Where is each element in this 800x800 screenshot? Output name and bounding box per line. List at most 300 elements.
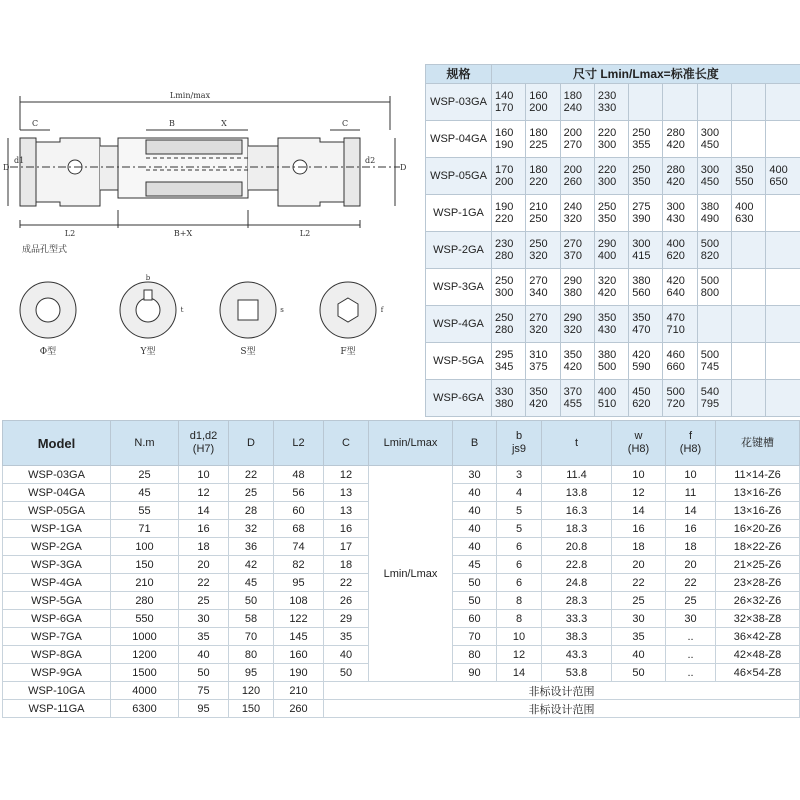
length-min: 500 <box>700 238 720 250</box>
spec-cell: 16 <box>324 520 369 538</box>
length-cell <box>560 380 594 417</box>
length-min: 370 <box>563 386 582 398</box>
length-cell <box>697 380 731 417</box>
length-table-row <box>426 232 800 269</box>
length-cell <box>594 158 628 195</box>
round-bore-icon <box>20 282 76 338</box>
spec-cell: 11.4 <box>542 466 612 484</box>
length-max: 240 <box>563 102 582 114</box>
length-model: WSP-4GA <box>426 306 492 343</box>
spec-cell: 32 <box>229 520 274 538</box>
spec-cell: WSP-04GA <box>3 484 111 502</box>
bore-label-square: S型 <box>240 347 256 357</box>
spec-cell: 150 <box>111 556 179 574</box>
spec-cell: 20.8 <box>542 538 612 556</box>
length-min: 180 <box>529 127 548 139</box>
length-cell <box>732 158 766 195</box>
spec-cell: 26×32-Z6 <box>716 592 800 610</box>
spec-cell: 32×38-Z8 <box>716 610 800 628</box>
spec-cell: 12 <box>179 484 229 502</box>
length-min: 400 <box>666 238 685 250</box>
length-min: 450 <box>632 386 651 398</box>
spec-cell: 68 <box>274 520 324 538</box>
spec-cell: 16×20-Z6 <box>716 520 800 538</box>
length-max: 650 <box>769 176 788 188</box>
length-max: 660 <box>666 361 685 373</box>
length-max: 350 <box>632 176 651 188</box>
spec-cell: 95 <box>274 574 324 592</box>
length-min: 250 <box>632 164 651 176</box>
length-cell <box>663 269 697 306</box>
length-min: 470 <box>666 312 685 324</box>
length-min: 180 <box>529 164 548 176</box>
length-max: 820 <box>700 250 720 262</box>
spec-cell: 18 <box>612 538 666 556</box>
spec-cell: 82 <box>274 556 324 574</box>
dim-c-left: C <box>31 119 39 128</box>
length-table-row <box>426 380 800 417</box>
length-max: 455 <box>563 398 582 410</box>
spec-cell: 14 <box>497 664 542 682</box>
length-cell <box>629 269 663 306</box>
length-cell <box>663 232 697 269</box>
length-max: 720 <box>666 398 685 410</box>
spec-cell: 33.3 <box>542 610 612 628</box>
spec-row <box>3 682 800 700</box>
spec-cell: WSP-11GA <box>3 700 111 718</box>
length-max: 320 <box>529 250 548 262</box>
spec-cell: 100 <box>111 538 179 556</box>
length-max: 380 <box>495 398 514 410</box>
length-max: 320 <box>529 324 548 336</box>
spec-cell: 210 <box>274 682 324 700</box>
spec-header: 花键槽 <box>716 421 800 466</box>
spec-header: C <box>324 421 369 466</box>
length-max: 200 <box>495 176 514 188</box>
spec-cell: WSP-9GA <box>3 664 111 682</box>
length-min: 140 <box>495 90 514 102</box>
spec-cell: 48 <box>274 466 324 484</box>
length-model: WSP-6GA <box>426 380 492 417</box>
length-model: WSP-2GA <box>426 232 492 269</box>
spec-cell: 35 <box>179 628 229 646</box>
length-min: 270 <box>563 238 582 250</box>
length-cell <box>629 306 663 343</box>
length-min: 350 <box>597 312 617 324</box>
length-min: 270 <box>529 275 548 287</box>
length-max: 345 <box>495 361 514 373</box>
dim-d-left: D <box>3 163 10 172</box>
square-bore-icon <box>220 282 276 338</box>
length-cell <box>663 158 697 195</box>
length-min: 250 <box>495 275 514 287</box>
length-model: WSP-03GA <box>426 84 492 121</box>
dim-l2-left: L2 <box>64 229 76 238</box>
length-cell <box>766 306 800 343</box>
length-min: 400 <box>769 164 788 176</box>
spec-cell: 14 <box>612 502 666 520</box>
spec-cell: 28.3 <box>542 592 612 610</box>
length-cell <box>697 343 731 380</box>
length-table-row <box>426 84 800 121</box>
non-standard-note: 非标设计范围 <box>324 700 800 718</box>
length-cell <box>663 84 697 121</box>
length-cell <box>766 158 800 195</box>
length-cell <box>766 269 800 306</box>
length-cell <box>766 380 800 417</box>
length-min: 190 <box>495 201 514 213</box>
length-max: 420 <box>597 287 617 299</box>
spec-cell: 42 <box>229 556 274 574</box>
length-max: 415 <box>632 250 651 262</box>
spec-cell: 18 <box>324 556 369 574</box>
spec-header: d1,d2 (H7) <box>179 421 229 466</box>
spec-cell: 75 <box>179 682 229 700</box>
spec-cell: WSP-8GA <box>3 646 111 664</box>
spec-cell: 26 <box>324 592 369 610</box>
length-max: 300 <box>597 176 617 188</box>
spec-cell: 210 <box>111 574 179 592</box>
length-cell <box>663 306 697 343</box>
spec-header: t <box>542 421 612 466</box>
spec-cell: 6 <box>497 556 542 574</box>
length-model: WSP-04GA <box>426 121 492 158</box>
length-cell <box>560 121 594 158</box>
length-max: 220 <box>495 213 514 225</box>
spec-cell: WSP-2GA <box>3 538 111 556</box>
spec-cell: 40 <box>453 484 497 502</box>
length-cell <box>732 380 766 417</box>
spec-cell: 45 <box>453 556 497 574</box>
spec-cell: 18×22-Z6 <box>716 538 800 556</box>
length-cell <box>766 84 800 121</box>
spec-cell: WSP-1GA <box>3 520 111 538</box>
spec-cell: 5 <box>497 520 542 538</box>
spec-cell: 71 <box>111 520 179 538</box>
length-cell <box>560 306 594 343</box>
spec-cell: 3 <box>497 466 542 484</box>
spec-cell: 50 <box>179 664 229 682</box>
length-max: 300 <box>597 139 617 151</box>
spec-cell: 35 <box>612 628 666 646</box>
header-size: 尺寸 Lmin/Lmax=标准长度 <box>492 65 800 84</box>
spec-cell: 12 <box>497 646 542 664</box>
spec-cell: 80 <box>229 646 274 664</box>
spec-cell: 35 <box>324 628 369 646</box>
length-table-row <box>426 158 800 195</box>
spec-cell: .. <box>666 628 716 646</box>
dim-lmin-max: Lmin/max <box>169 91 211 100</box>
spec-cell: 95 <box>179 700 229 718</box>
spec-cell: 50 <box>453 574 497 592</box>
spec-cell: 50 <box>229 592 274 610</box>
length-min: 400 <box>735 201 754 213</box>
length-min: 290 <box>563 312 582 324</box>
length-cell <box>492 232 526 269</box>
spec-cell: 13×16-Z6 <box>716 502 800 520</box>
spec-cell: 25 <box>111 466 179 484</box>
spec-cell: 11×14-Z6 <box>716 466 800 484</box>
length-table-row <box>426 195 800 232</box>
spec-cell: 17 <box>324 538 369 556</box>
length-min: 200 <box>563 127 582 139</box>
spec-cell: 18 <box>666 538 716 556</box>
spec-cell: 36 <box>229 538 274 556</box>
length-max: 170 <box>495 102 514 114</box>
spec-row <box>3 466 800 484</box>
length-model: WSP-5GA <box>426 343 492 380</box>
length-cell <box>697 269 731 306</box>
length-min: 220 <box>597 164 617 176</box>
spec-cell: 42×48-Z8 <box>716 646 800 664</box>
spec-cell: 10 <box>666 466 716 484</box>
length-max: 300 <box>495 287 514 299</box>
length-min: 300 <box>632 238 651 250</box>
length-min: 290 <box>563 275 582 287</box>
length-min: 540 <box>700 386 720 398</box>
length-max: 420 <box>529 398 548 410</box>
length-cell <box>766 343 800 380</box>
spec-cell: 10 <box>497 628 542 646</box>
length-max: 355 <box>632 139 651 151</box>
spec-cell: WSP-10GA <box>3 682 111 700</box>
length-min: 330 <box>495 386 514 398</box>
spec-header: Model <box>3 421 111 466</box>
length-min: 230 <box>597 90 617 102</box>
length-cell <box>594 380 628 417</box>
length-min: 350 <box>632 312 651 324</box>
length-max: 260 <box>563 176 582 188</box>
length-cell <box>697 232 731 269</box>
bore-dim-f: f <box>380 306 384 314</box>
spec-cell: 18.3 <box>542 520 612 538</box>
spec-cell: 30 <box>179 610 229 628</box>
length-min: 300 <box>700 164 720 176</box>
length-cell <box>732 195 766 232</box>
length-cell <box>629 84 663 121</box>
spec-cell: 25 <box>229 484 274 502</box>
length-max: 630 <box>735 213 754 225</box>
dim-bx: B+X <box>173 229 193 238</box>
spec-cell: 45 <box>111 484 179 502</box>
bore-dim-s: s <box>280 306 284 314</box>
length-max: 470 <box>632 324 651 336</box>
spec-cell: 8 <box>497 592 542 610</box>
spec-cell: 16.3 <box>542 502 612 520</box>
spec-cell: 22 <box>612 574 666 592</box>
length-min: 300 <box>700 127 720 139</box>
spec-cell: WSP-4GA <box>3 574 111 592</box>
length-min: 210 <box>529 201 548 213</box>
length-cell <box>594 306 628 343</box>
length-max: 430 <box>666 213 685 225</box>
spec-cell: 30 <box>612 610 666 628</box>
spec-cell: 1000 <box>111 628 179 646</box>
length-max: 560 <box>632 287 651 299</box>
dim-d1: d1 <box>14 156 25 165</box>
spec-cell: 145 <box>274 628 324 646</box>
spec-header: L2 <box>274 421 324 466</box>
spec-cell: 25 <box>179 592 229 610</box>
length-cell <box>492 380 526 417</box>
spec-cell: 13.8 <box>542 484 612 502</box>
header-model: 规格 <box>426 65 492 84</box>
spec-cell: 70 <box>453 628 497 646</box>
spec-cell: 6300 <box>111 700 179 718</box>
length-cell <box>526 121 560 158</box>
length-min: 250 <box>495 312 514 324</box>
lmin-lmax-cell: Lmin/Lmax <box>369 466 453 682</box>
length-max: 390 <box>632 213 651 225</box>
length-min: 170 <box>495 164 514 176</box>
spec-cell: 50 <box>324 664 369 682</box>
length-cell <box>732 121 766 158</box>
length-cell <box>560 195 594 232</box>
length-max: 280 <box>495 324 514 336</box>
length-max: 710 <box>666 324 685 336</box>
length-cell <box>663 380 697 417</box>
length-cell <box>766 232 800 269</box>
spec-cell: 60 <box>453 610 497 628</box>
spec-table <box>2 420 800 718</box>
length-cell <box>594 269 628 306</box>
length-cell <box>732 232 766 269</box>
length-min: 500 <box>666 386 685 398</box>
length-max: 320 <box>563 213 582 225</box>
length-cell <box>594 343 628 380</box>
spec-cell: 20 <box>666 556 716 574</box>
spec-cell: 28 <box>229 502 274 520</box>
bore-types-title: 成品孔型式 <box>22 245 68 255</box>
length-max: 370 <box>563 250 582 262</box>
spec-cell: WSP-5GA <box>3 592 111 610</box>
spec-cell: 190 <box>274 664 324 682</box>
length-cell <box>663 121 697 158</box>
spec-cell: 6 <box>497 574 542 592</box>
length-max: 420 <box>666 139 685 151</box>
shaft-drawing <box>0 60 420 390</box>
spec-cell: 8 <box>497 610 542 628</box>
length-cell <box>560 232 594 269</box>
spec-cell: 36×42-Z8 <box>716 628 800 646</box>
length-max: 640 <box>666 287 685 299</box>
spec-cell: 74 <box>274 538 324 556</box>
length-cell <box>663 195 697 232</box>
spec-cell: 70 <box>229 628 274 646</box>
spec-cell: 5 <box>497 502 542 520</box>
length-max: 340 <box>529 287 548 299</box>
length-min: 160 <box>495 127 514 139</box>
spec-cell: 122 <box>274 610 324 628</box>
spec-cell: 120 <box>229 682 274 700</box>
bore-dim-t: t <box>180 306 184 314</box>
length-cell <box>492 306 526 343</box>
spec-cell: 13 <box>324 484 369 502</box>
spec-cell: 40 <box>453 520 497 538</box>
spec-cell: 16 <box>666 520 716 538</box>
length-min: 400 <box>597 386 617 398</box>
length-cell <box>594 84 628 121</box>
length-cell <box>629 380 663 417</box>
length-cell <box>492 269 526 306</box>
spec-cell: 4000 <box>111 682 179 700</box>
dim-d2: d2 <box>365 156 376 165</box>
length-max: 400 <box>597 250 617 262</box>
spec-cell: 43.3 <box>542 646 612 664</box>
spec-cell: 46×54-Z8 <box>716 664 800 682</box>
length-cell <box>697 306 731 343</box>
length-cell <box>560 158 594 195</box>
length-max: 190 <box>495 139 514 151</box>
length-cell <box>732 84 766 121</box>
length-table <box>425 64 800 417</box>
dim-b: B <box>169 119 175 128</box>
spec-cell: 29 <box>324 610 369 628</box>
spec-cell: 38.3 <box>542 628 612 646</box>
length-cell <box>594 121 628 158</box>
length-cell <box>732 306 766 343</box>
spec-header: w (H8) <box>612 421 666 466</box>
spec-cell: 14 <box>666 502 716 520</box>
length-min: 270 <box>529 312 548 324</box>
length-min: 250 <box>529 238 548 250</box>
spec-cell: 60 <box>274 502 324 520</box>
spec-header: f (H8) <box>666 421 716 466</box>
length-max: 350 <box>597 213 617 225</box>
dim-d-right: D <box>400 163 407 172</box>
length-min: 380 <box>700 201 720 213</box>
length-cell <box>526 232 560 269</box>
spec-header: B <box>453 421 497 466</box>
bore-dim-b: b <box>145 274 151 282</box>
spec-cell: 25 <box>666 592 716 610</box>
spec-cell: 1200 <box>111 646 179 664</box>
length-max: 795 <box>700 398 720 410</box>
spec-cell: 50 <box>453 592 497 610</box>
length-cell <box>526 380 560 417</box>
length-max: 430 <box>597 324 617 336</box>
length-model: WSP-3GA <box>426 269 492 306</box>
spec-cell: .. <box>666 664 716 682</box>
spec-cell: 18 <box>179 538 229 556</box>
length-table-row <box>426 269 800 306</box>
length-cell <box>629 195 663 232</box>
length-max: 380 <box>563 287 582 299</box>
length-max: 320 <box>563 324 582 336</box>
length-max: 220 <box>529 176 548 188</box>
spec-cell: 1500 <box>111 664 179 682</box>
spec-cell: 50 <box>612 664 666 682</box>
length-min: 420 <box>666 275 685 287</box>
spec-cell: 21×25-Z6 <box>716 556 800 574</box>
spec-cell: 22 <box>229 466 274 484</box>
dim-x: X <box>221 119 227 128</box>
length-cell <box>526 158 560 195</box>
length-cell <box>492 121 526 158</box>
length-cell <box>526 195 560 232</box>
length-cell <box>629 232 663 269</box>
length-min: 500 <box>700 349 720 361</box>
spec-cell: 40 <box>453 538 497 556</box>
spec-cell: 95 <box>229 664 274 682</box>
length-max: 510 <box>597 398 617 410</box>
length-min: 280 <box>666 127 685 139</box>
length-max: 375 <box>529 361 548 373</box>
length-cell <box>629 343 663 380</box>
length-max: 280 <box>495 250 514 262</box>
length-cell <box>492 84 526 121</box>
spec-cell: 22 <box>179 574 229 592</box>
